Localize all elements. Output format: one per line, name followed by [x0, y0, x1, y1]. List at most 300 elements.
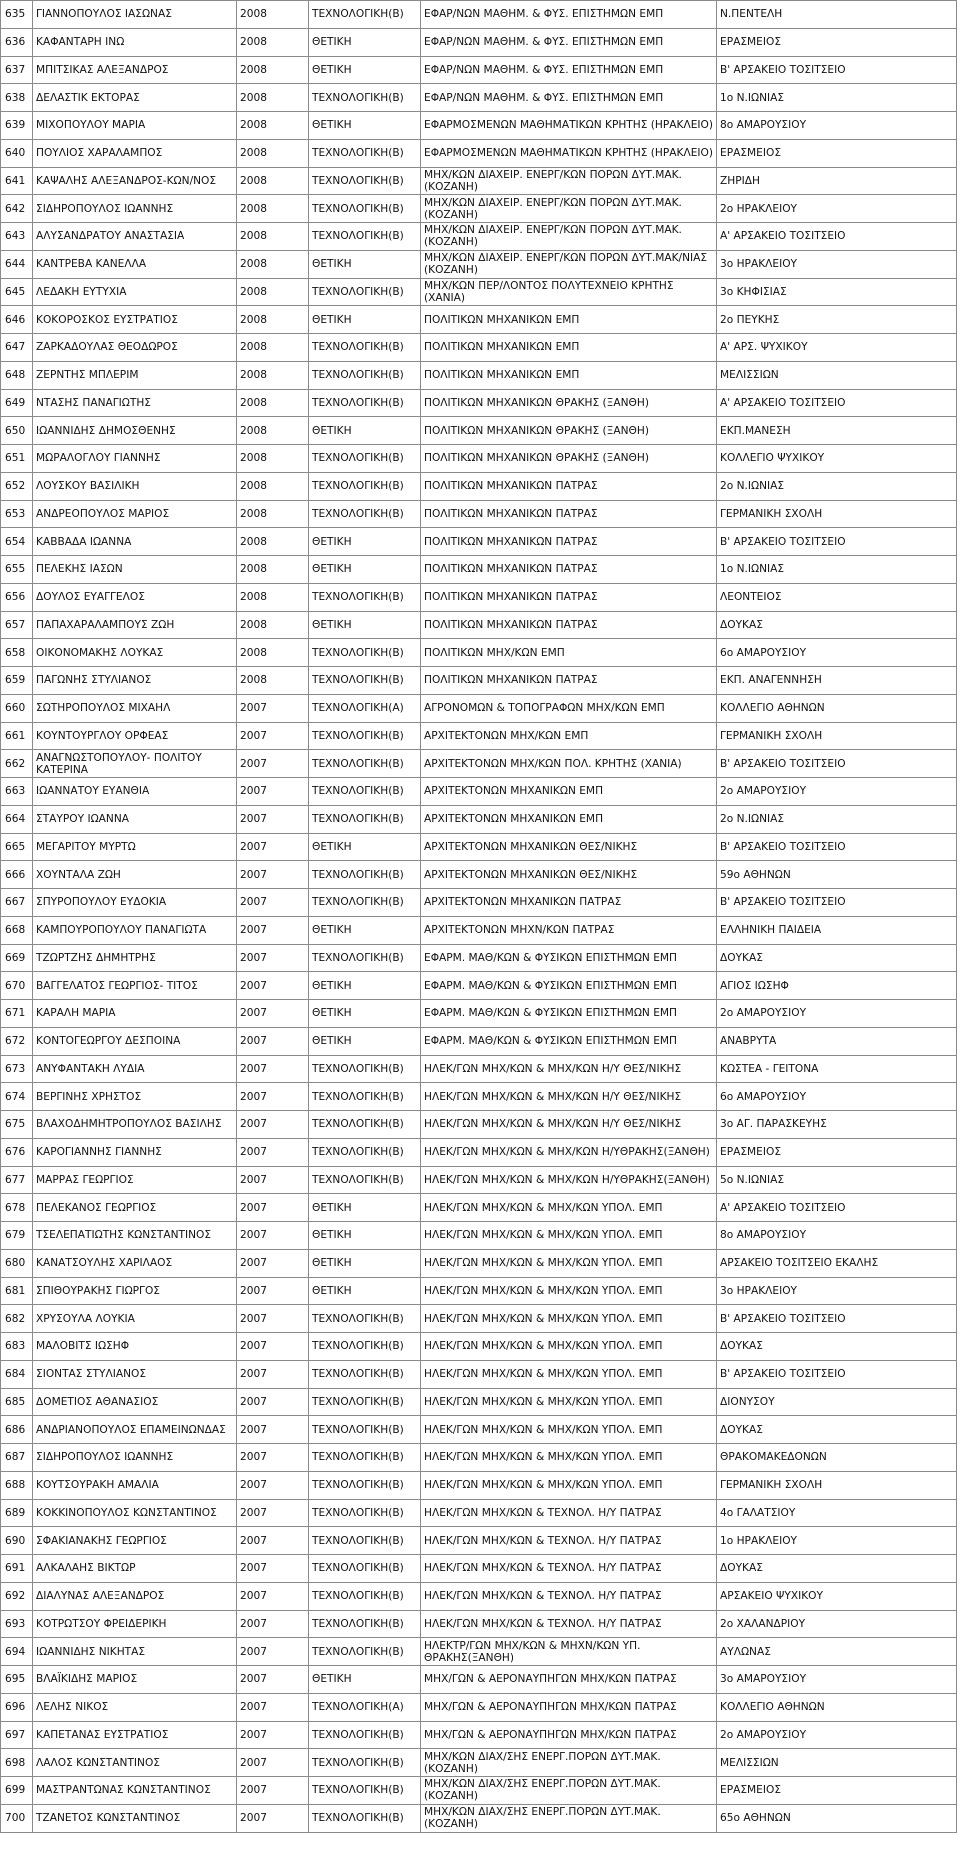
table-row — [1, 722, 957, 750]
table-row — [1, 195, 957, 223]
row-number-cell: 645 — [1, 278, 33, 306]
school-cell: 3ο ΗΡΑΚΛΕΙΟΥ — [717, 250, 957, 278]
year-cell: 2007 — [237, 1471, 309, 1499]
row-number-cell: 638 — [1, 84, 33, 112]
student-name-cell: ΒΕΡΓΙΝΗΣ ΧΡΗΣΤΟΣ — [33, 1083, 237, 1111]
department-cell: ΗΛΕΚ/ΓΩΝ ΜΗΧ/ΚΩΝ & ΜΗΧ/ΚΩΝ ΥΠΟΛ. ΕΜΠ — [421, 1333, 717, 1361]
year-cell: 2008 — [237, 611, 309, 639]
student-name-cell: ΛΕΔΑΚΗ ΕΥΤΥΧΙΑ — [33, 278, 237, 306]
department-cell: ΗΛΕΚ/ΓΩΝ ΜΗΧ/ΚΩΝ & ΤΕΧΝΟΛ. Η/Υ ΠΑΤΡΑΣ — [421, 1499, 717, 1527]
row-number-cell: 655 — [1, 556, 33, 584]
school-cell: ΑΝΑΒΡΥΤΑ — [717, 1027, 957, 1055]
year-cell: 2007 — [237, 1527, 309, 1555]
student-name-cell: ΚΟΝΤΟΓΕΩΡΓΟΥ ΔΕΣΠΟΙΝΑ — [33, 1027, 237, 1055]
student-name-cell: ΣΙΟΝΤΑΣ ΣΤΥΛΙΑΝΟΣ — [33, 1360, 237, 1388]
student-name-cell: ΚΑΨΑΛΗΣ ΑΛΕΞΑΝΔΡΟΣ-ΚΩΝ/ΝΟΣ — [33, 167, 237, 195]
year-cell: 2007 — [237, 1388, 309, 1416]
school-cell: Β' ΑΡΣΑΚΕΙΟ ΤΟΣΙΤΣΕΙΟ — [717, 889, 957, 917]
direction-cell: ΤΕΧΝΟΛΟΓΙΚΗ(Β) — [309, 1, 421, 29]
row-number-cell: 664 — [1, 805, 33, 833]
student-name-cell: ΔΟΥΛΟΣ ΕΥΑΓΓΕΛΟΣ — [33, 583, 237, 611]
table-row — [1, 472, 957, 500]
year-cell: 2007 — [237, 1555, 309, 1583]
direction-cell: ΤΕΧΝΟΛΟΓΙΚΗ(Β) — [309, 722, 421, 750]
school-cell: Α' ΑΡΣΑΚΕΙΟ ΤΟΣΙΤΣΕΙΟ — [717, 223, 957, 251]
direction-cell: ΘΕΤΙΚΗ — [309, 1666, 421, 1694]
school-cell: 1ο ΗΡΑΚΛΕΙΟΥ — [717, 1527, 957, 1555]
row-number-cell: 674 — [1, 1083, 33, 1111]
student-name-cell: ΜΕΓΑΡΙΤΟΥ ΜΥΡΤΩ — [33, 833, 237, 861]
year-cell: 2007 — [237, 1777, 309, 1805]
student-name-cell: ΝΤΑΣΗΣ ΠΑΝΑΓΙΩΤΗΣ — [33, 389, 237, 417]
year-cell: 2007 — [237, 944, 309, 972]
year-cell: 2008 — [237, 361, 309, 389]
school-cell: 2ο Ν.ΙΩΝΙΑΣ — [717, 472, 957, 500]
year-cell: 2007 — [237, 1721, 309, 1749]
table-row — [1, 445, 957, 473]
year-cell: 2007 — [237, 1499, 309, 1527]
school-cell: ΕΡΑΣΜΕΙΟΣ — [717, 28, 957, 56]
school-cell: ΑΡΣΑΚΕΙΟ ΨΥΧΙΚΟΥ — [717, 1582, 957, 1610]
department-cell: ΑΡΧΙΤΕΚΤΟΝΩΝ ΜΗΧΑΝΙΚΩΝ ΕΜΠ — [421, 778, 717, 806]
row-number-cell: 685 — [1, 1388, 33, 1416]
year-cell: 2007 — [237, 1194, 309, 1222]
table-row — [1, 1749, 957, 1777]
year-cell: 2007 — [237, 1111, 309, 1139]
row-number-cell: 654 — [1, 528, 33, 556]
year-cell: 2008 — [237, 667, 309, 695]
student-name-cell: ΜΑΛΟΒΙΤΣ ΙΩΣΗΦ — [33, 1333, 237, 1361]
year-cell: 2007 — [237, 1222, 309, 1250]
year-cell: 2007 — [237, 805, 309, 833]
row-number-cell: 668 — [1, 916, 33, 944]
student-name-cell: ΜΠΙΤΣΙΚΑΣ ΑΛΕΞΑΝΔΡΟΣ — [33, 56, 237, 84]
department-cell: ΑΡΧΙΤΕΚΤΟΝΩΝ ΜΗΧΝ/ΚΩΝ ΠΑΤΡΑΣ — [421, 916, 717, 944]
year-cell: 2007 — [237, 1166, 309, 1194]
table-row — [1, 972, 957, 1000]
table-row — [1, 84, 957, 112]
direction-cell: ΤΕΧΝΟΛΟΓΙΚΗ(Β) — [309, 861, 421, 889]
department-cell: ΕΦΑΡ/ΝΩΝ ΜΑΘΗΜ. & ΦΥΣ. ΕΠΙΣΤΗΜΩΝ ΕΜΠ — [421, 1, 717, 29]
department-cell: ΜΗΧ/ΓΩΝ & ΑΕΡΟΝΑΥΠΗΓΩΝ ΜΗΧ/ΚΩΝ ΠΑΤΡΑΣ — [421, 1693, 717, 1721]
student-name-cell: ΣΩΤΗΡΟΠΟΥΛΟΣ ΜΙΧΑΗΛ — [33, 694, 237, 722]
year-cell: 2008 — [237, 250, 309, 278]
direction-cell: ΤΕΧΝΟΛΟΓΙΚΗ(Β) — [309, 84, 421, 112]
row-number-cell: 637 — [1, 56, 33, 84]
table-row — [1, 278, 957, 306]
direction-cell: ΤΕΧΝΟΛΟΓΙΚΗ(Β) — [309, 167, 421, 195]
department-cell: ΜΗΧ/ΚΩΝ ΔΙΑΧ/ΣΗΣ ΕΝΕΡΓ.ΠΟΡΩΝ ΔΥΤ.ΜΑΚ.(ΚΟΖΑΝΗ) — [421, 1804, 717, 1832]
direction-cell: ΤΕΧΝΟΛΟΓΙΚΗ(Β) — [309, 1111, 421, 1139]
school-cell: ΚΟΛΛΕΓΙΟ ΑΘΗΝΩΝ — [717, 1693, 957, 1721]
direction-cell: ΘΕΤΙΚΗ — [309, 556, 421, 584]
year-cell: 2007 — [237, 1055, 309, 1083]
school-cell: Β' ΑΡΣΑΚΕΙΟ ΤΟΣΙΤΣΕΙΟ — [717, 833, 957, 861]
department-cell: ΠΟΛΙΤΙΚΩΝ ΜΗΧΑΝΙΚΩΝ ΠΑΤΡΑΣ — [421, 500, 717, 528]
student-name-cell: ΒΛΑΧΟΔΗΜΗΤΡΟΠΟΥΛΟΣ ΒΑΣΙΛΗΣ — [33, 1111, 237, 1139]
direction-cell: ΘΕΤΙΚΗ — [309, 1194, 421, 1222]
department-cell: ΠΟΛΙΤΙΚΩΝ ΜΗΧ/ΚΩΝ ΕΜΠ — [421, 639, 717, 667]
direction-cell: ΤΕΧΝΟΛΟΓΙΚΗ(Β) — [309, 1305, 421, 1333]
direction-cell: ΤΕΧΝΟΛΟΓΙΚΗ(Β) — [309, 1804, 421, 1832]
student-name-cell: ΤΖΩΡΤΖΗΣ ΔΗΜΗΤΡΗΣ — [33, 944, 237, 972]
student-name-cell: ΚΟΤΡΩΤΣΟΥ ΦΡΕΙΔΕΡΙΚΗ — [33, 1610, 237, 1638]
department-cell: ΕΦΑΡ/ΝΩΝ ΜΑΘΗΜ. & ΦΥΣ. ΕΠΙΣΤΗΜΩΝ ΕΜΠ — [421, 28, 717, 56]
year-cell: 2008 — [237, 639, 309, 667]
student-name-cell: ΠΑΠΑΧΑΡΑΛΑΜΠΟΥΣ ΖΩΗ — [33, 611, 237, 639]
school-cell: Α' ΑΡΣ. ΨΥΧΙΚΟΥ — [717, 334, 957, 362]
student-name-cell: ΜΑΡΡΑΣ ΓΕΩΡΓΙΟΣ — [33, 1166, 237, 1194]
table-row — [1, 805, 957, 833]
school-cell: Β' ΑΡΣΑΚΕΙΟ ΤΟΣΙΤΣΕΙΟ — [717, 528, 957, 556]
table-row — [1, 1333, 957, 1361]
year-cell: 2007 — [237, 1749, 309, 1777]
direction-cell: ΤΕΧΝΟΛΟΓΙΚΗ(Α) — [309, 1693, 421, 1721]
year-cell: 2008 — [237, 167, 309, 195]
row-number-cell: 662 — [1, 750, 33, 778]
row-number-cell: 669 — [1, 944, 33, 972]
school-cell: 2ο ΑΜΑΡΟΥΣΙΟΥ — [717, 1721, 957, 1749]
student-name-cell: ΑΝΥΦΑΝΤΑΚΗ ΛΥΔΙΑ — [33, 1055, 237, 1083]
row-number-cell: 639 — [1, 112, 33, 140]
direction-cell: ΘΕΤΙΚΗ — [309, 1277, 421, 1305]
year-cell: 2007 — [237, 1305, 309, 1333]
table-row — [1, 167, 957, 195]
table-row — [1, 1416, 957, 1444]
student-name-cell: ΧΟΥΝΤΑΛΑ ΖΩΗ — [33, 861, 237, 889]
year-cell: 2008 — [237, 389, 309, 417]
school-cell: ΓΕΡΜΑΝΙΚΗ ΣΧΟΛΗ — [717, 722, 957, 750]
student-name-cell: ΜΙΧΟΠΟΥΛΟΥ ΜΑΡΙΑ — [33, 112, 237, 140]
table-body — [1, 1, 957, 1833]
student-name-cell: ΚΟΥΝΤΟΥΡΓΛΟΥ ΟΡΦΕΑΣ — [33, 722, 237, 750]
direction-cell: ΤΕΧΝΟΛΟΓΙΚΗ(Β) — [309, 1555, 421, 1583]
school-cell: 3ο ΑΜΑΡΟΥΣΙΟΥ — [717, 1666, 957, 1694]
student-name-cell: ΧΡΥΣΟΥΛΑ ΛΟΥΚΙΑ — [33, 1305, 237, 1333]
direction-cell: ΤΕΧΝΟΛΟΓΙΚΗ(Β) — [309, 278, 421, 306]
direction-cell: ΤΕΧΝΟΛΟΓΙΚΗ(Β) — [309, 1138, 421, 1166]
student-name-cell: ΛΕΛΗΣ ΝΙΚΟΣ — [33, 1693, 237, 1721]
year-cell: 2008 — [237, 28, 309, 56]
school-cell: ΔΟΥΚΑΣ — [717, 1416, 957, 1444]
school-cell: 3ο ΗΡΑΚΛΕΙΟΥ — [717, 1277, 957, 1305]
student-name-cell: ΣΠΥΡΟΠΟΥΛΟΥ ΕΥΔΟΚΙΑ — [33, 889, 237, 917]
row-number-cell: 687 — [1, 1444, 33, 1472]
student-name-cell: ΛΑΛΟΣ ΚΩΝΣΤΑΝΤΙΝΟΣ — [33, 1749, 237, 1777]
table-row — [1, 250, 957, 278]
year-cell: 2007 — [237, 972, 309, 1000]
student-name-cell: ΣΦΑΚΙΑΝΑΚΗΣ ΓΕΩΡΓΙΟΣ — [33, 1527, 237, 1555]
student-name-cell: ΚΑΝΤΡΕΒΑ ΚΑΝΕΛΛΑ — [33, 250, 237, 278]
school-cell: 2ο ΠΕΥΚΗΣ — [717, 306, 957, 334]
direction-cell: ΘΕΤΙΚΗ — [309, 56, 421, 84]
school-cell: ΚΩΣΤΕΑ - ΓΕΙΤΟΝΑ — [717, 1055, 957, 1083]
direction-cell: ΤΕΧΝΟΛΟΓΙΚΗ(Α) — [309, 694, 421, 722]
direction-cell: ΤΕΧΝΟΛΟΓΙΚΗ(Β) — [309, 139, 421, 167]
table-row — [1, 528, 957, 556]
year-cell: 2008 — [237, 84, 309, 112]
school-cell: Β' ΑΡΣΑΚΕΙΟ ΤΟΣΙΤΣΕΙΟ — [717, 1305, 957, 1333]
department-cell: ΠΟΛΙΤΙΚΩΝ ΜΗΧΑΝΙΚΩΝ ΠΑΤΡΑΣ — [421, 528, 717, 556]
direction-cell: ΤΕΧΝΟΛΟΓΙΚΗ(Β) — [309, 750, 421, 778]
row-number-cell: 694 — [1, 1638, 33, 1666]
school-cell: ΕΡΑΣΜΕΙΟΣ — [717, 139, 957, 167]
department-cell: ΑΡΧΙΤΕΚΤΟΝΩΝ ΜΗΧΑΝΙΚΩΝ ΕΜΠ — [421, 805, 717, 833]
school-cell: ΓΕΡΜΑΝΙΚΗ ΣΧΟΛΗ — [717, 500, 957, 528]
department-cell: ΕΦΑΡΜ. ΜΑΘ/ΚΩΝ & ΦΥΣΙΚΩΝ ΕΠΙΣΤΗΜΩΝ ΕΜΠ — [421, 1000, 717, 1028]
table-row — [1, 556, 957, 584]
department-cell: ΠΟΛΙΤΙΚΩΝ ΜΗΧΑΝΙΚΩΝ ΠΑΤΡΑΣ — [421, 583, 717, 611]
school-cell: ΕΚΠ. ΑΝΑΓΕΝΝΗΣΗ — [717, 667, 957, 695]
year-cell: 2008 — [237, 306, 309, 334]
department-cell: ΕΦΑΡΜΟΣΜΕΝΩΝ ΜΑΘΗΜΑΤΙΚΩΝ ΚΡΗΤΗΣ (ΗΡΑΚΛΕΙΟ) — [421, 139, 717, 167]
row-number-cell: 665 — [1, 833, 33, 861]
table-row — [1, 334, 957, 362]
school-cell: ΛΕΟΝΤΕΙΟΣ — [717, 583, 957, 611]
student-name-cell: ΚΟΚΟΡΟΣΚΟΣ ΕΥΣΤΡΑΤΙΟΣ — [33, 306, 237, 334]
student-name-cell: ΚΑΝΑΤΣΟΥΛΗΣ ΧΑΡΙΛΑΟΣ — [33, 1249, 237, 1277]
student-name-cell: ΤΖΑΝΕΤΟΣ ΚΩΝΣΤΑΝΤΙΝΟΣ — [33, 1804, 237, 1832]
table-row — [1, 500, 957, 528]
student-name-cell: ΚΑΡΟΓΙΑΝΝΗΣ ΓΙΑΝΝΗΣ — [33, 1138, 237, 1166]
direction-cell: ΤΕΧΝΟΛΟΓΙΚΗ(Β) — [309, 1721, 421, 1749]
department-cell: ΕΦΑΡ/ΝΩΝ ΜΑΘΗΜ. & ΦΥΣ. ΕΠΙΣΤΗΜΩΝ ΕΜΠ — [421, 56, 717, 84]
department-cell: ΗΛΕΚ/ΓΩΝ ΜΗΧ/ΚΩΝ & ΜΗΧ/ΚΩΝ ΥΠΟΛ. ΕΜΠ — [421, 1360, 717, 1388]
row-number-cell: 653 — [1, 500, 33, 528]
student-name-cell: ΚΑΠΕΤΑΝΑΣ ΕΥΣΤΡΑΤΙΟΣ — [33, 1721, 237, 1749]
year-cell: 2007 — [237, 1416, 309, 1444]
department-cell: ΕΦΑΡΜ. ΜΑΘ/ΚΩΝ & ΦΥΣΙΚΩΝ ΕΠΙΣΤΗΜΩΝ ΕΜΠ — [421, 972, 717, 1000]
department-cell: ΗΛΕΚ/ΓΩΝ ΜΗΧ/ΚΩΝ & ΜΗΧ/ΚΩΝ ΥΠΟΛ. ΕΜΠ — [421, 1194, 717, 1222]
year-cell: 2007 — [237, 778, 309, 806]
year-cell: 2008 — [237, 417, 309, 445]
year-cell: 2008 — [237, 556, 309, 584]
direction-cell: ΘΕΤΙΚΗ — [309, 528, 421, 556]
table-row — [1, 1, 957, 29]
direction-cell: ΘΕΤΙΚΗ — [309, 1027, 421, 1055]
year-cell: 2008 — [237, 500, 309, 528]
direction-cell: ΘΕΤΙΚΗ — [309, 1249, 421, 1277]
year-cell: 2008 — [237, 1, 309, 29]
row-number-cell: 658 — [1, 639, 33, 667]
year-cell: 2007 — [237, 722, 309, 750]
direction-cell: ΘΕΤΙΚΗ — [309, 833, 421, 861]
school-cell: ΑΡΣΑΚΕΙΟ ΤΟΣΙΤΣΕΙΟ ΕΚΑΛΗΣ — [717, 1249, 957, 1277]
row-number-cell: 648 — [1, 361, 33, 389]
year-cell: 2007 — [237, 1333, 309, 1361]
department-cell: ΕΦΑΡΜ. ΜΑΘ/ΚΩΝ & ΦΥΣΙΚΩΝ ΕΠΙΣΤΗΜΩΝ ΕΜΠ — [421, 944, 717, 972]
school-cell: ΕΡΑΣΜΕΙΟΣ — [717, 1138, 957, 1166]
student-name-cell: ΚΑΡΑΛΗ ΜΑΡΙΑ — [33, 1000, 237, 1028]
year-cell: 2008 — [237, 472, 309, 500]
row-number-cell: 642 — [1, 195, 33, 223]
year-cell: 2008 — [237, 112, 309, 140]
student-name-cell: ΣΙΔΗΡΟΠΟΥΛΟΣ ΙΩΑΝΝΗΣ — [33, 1444, 237, 1472]
school-cell: ΔΟΥΚΑΣ — [717, 1555, 957, 1583]
student-name-cell: ΙΩΑΝΝΙΔΗΣ ΝΙΚΗΤΑΣ — [33, 1638, 237, 1666]
table-row — [1, 361, 957, 389]
school-cell: ΕΡΑΣΜΕΙΟΣ — [717, 1777, 957, 1805]
student-name-cell: ΜΑΣΤΡΑΝΤΩΝΑΣ ΚΩΝΣΤΑΝΤΙΝΟΣ — [33, 1777, 237, 1805]
table-row — [1, 750, 957, 778]
student-name-cell: ΚΑΦΑΝΤΑΡΗ ΙΝΩ — [33, 28, 237, 56]
school-cell: ΜΕΛΙΣΣΙΩΝ — [717, 361, 957, 389]
department-cell: ΠΟΛΙΤΙΚΩΝ ΜΗΧΑΝΙΚΩΝ ΠΑΤΡΑΣ — [421, 667, 717, 695]
table-row — [1, 611, 957, 639]
school-cell: 2ο ΧΑΛΑΝΔΡΙΟΥ — [717, 1610, 957, 1638]
table-row — [1, 1194, 957, 1222]
direction-cell: ΤΕΧΝΟΛΟΓΙΚΗ(Β) — [309, 778, 421, 806]
student-name-cell: ΟΙΚΟΝΟΜΑΚΗΣ ΛΟΥΚΑΣ — [33, 639, 237, 667]
year-cell: 2007 — [237, 1804, 309, 1832]
row-number-cell: 650 — [1, 417, 33, 445]
row-number-cell: 692 — [1, 1582, 33, 1610]
school-cell: Β' ΑΡΣΑΚΕΙΟ ΤΟΣΙΤΣΕΙΟ — [717, 56, 957, 84]
department-cell: ΑΡΧΙΤΕΚΤΟΝΩΝ ΜΗΧ/ΚΩΝ ΠΟΛ. ΚΡΗΤΗΣ (ΧΑΝΙΑ) — [421, 750, 717, 778]
year-cell: 2007 — [237, 1083, 309, 1111]
department-cell: ΗΛΕΚ/ΓΩΝ ΜΗΧ/ΚΩΝ & ΜΗΧ/ΚΩΝ ΥΠΟΛ. ΕΜΠ — [421, 1471, 717, 1499]
row-number-cell: 675 — [1, 1111, 33, 1139]
school-cell: Α' ΑΡΣΑΚΕΙΟ ΤΟΣΙΤΣΕΙΟ — [717, 1194, 957, 1222]
direction-cell: ΤΕΧΝΟΛΟΓΙΚΗ(Β) — [309, 500, 421, 528]
row-number-cell: 681 — [1, 1277, 33, 1305]
department-cell: ΜΗΧ/ΚΩΝ ΔΙΑΧ/ΣΗΣ ΕΝΕΡΓ.ΠΟΡΩΝ ΔΥΤ.ΜΑΚ.(ΚΟΖΑΝΗ) — [421, 1777, 717, 1805]
year-cell: 2008 — [237, 445, 309, 473]
direction-cell: ΘΕΤΙΚΗ — [309, 1222, 421, 1250]
department-cell: ΜΗΧ/ΚΩΝ ΠΕΡ/ΛΟΝΤΟΣ ΠΟΛΥΤΕΧΝΕΙΟ ΚΡΗΤΗΣ (ΧΑΝΙΑ) — [421, 278, 717, 306]
table-row — [1, 1055, 957, 1083]
direction-cell: ΘΕΤΙΚΗ — [309, 1000, 421, 1028]
school-cell: Α' ΑΡΣΑΚΕΙΟ ΤΟΣΙΤΣΕΙΟ — [717, 389, 957, 417]
table-row — [1, 1000, 957, 1028]
table-row — [1, 1444, 957, 1472]
student-name-cell: ΔΟΜΕΤΙΟΣ ΑΘΑΝΑΣΙΟΣ — [33, 1388, 237, 1416]
table-row — [1, 1555, 957, 1583]
student-name-cell: ΙΩΑΝΝΙΔΗΣ ΔΗΜΟΣΘΕΝΗΣ — [33, 417, 237, 445]
school-cell: ΜΕΛΙΣΣΙΩΝ — [717, 1749, 957, 1777]
direction-cell: ΤΕΧΝΟΛΟΓΙΚΗ(Β) — [309, 1777, 421, 1805]
year-cell: 2008 — [237, 334, 309, 362]
row-number-cell: 666 — [1, 861, 33, 889]
direction-cell: ΤΕΧΝΟΛΟΓΙΚΗ(Β) — [309, 1582, 421, 1610]
school-cell: 3ο ΚΗΦΙΣΙΑΣ — [717, 278, 957, 306]
department-cell: ΠΟΛΙΤΙΚΩΝ ΜΗΧΑΝΙΚΩΝ ΘΡΑΚΗΣ (ΞΑΝΘΗ) — [421, 417, 717, 445]
school-cell: ΚΟΛΛΕΓΙΟ ΨΥΧΙΚΟΥ — [717, 445, 957, 473]
row-number-cell: 663 — [1, 778, 33, 806]
table-row — [1, 667, 957, 695]
direction-cell: ΤΕΧΝΟΛΟΓΙΚΗ(Β) — [309, 1471, 421, 1499]
school-cell: 4ο ΓΑΛΑΤΣΙΟΥ — [717, 1499, 957, 1527]
row-number-cell: 698 — [1, 1749, 33, 1777]
student-name-cell: ΠΟΥΛΙΟΣ ΧΑΡΑΛΑΜΠΟΣ — [33, 139, 237, 167]
table-row — [1, 1222, 957, 1250]
year-cell: 2007 — [237, 833, 309, 861]
department-cell: ΜΗΧ/ΚΩΝ ΔΙΑΧΕΙΡ. ΕΝΕΡΓ/ΚΩΝ ΠΟΡΩΝ ΔΥΤ.ΜΑΚ. (ΚΟΖΑΝΗ) — [421, 167, 717, 195]
department-cell: ΗΛΕΚ/ΓΩΝ ΜΗΧ/ΚΩΝ & ΜΗΧ/ΚΩΝ ΥΠΟΛ. ΕΜΠ — [421, 1416, 717, 1444]
row-number-cell: 644 — [1, 250, 33, 278]
school-cell: Ν.ΠΕΝΤΕΛΗ — [717, 1, 957, 29]
row-number-cell: 677 — [1, 1166, 33, 1194]
year-cell: 2007 — [237, 694, 309, 722]
direction-cell: ΤΕΧΝΟΛΟΓΙΚΗ(Β) — [309, 1055, 421, 1083]
department-cell: ΠΟΛΙΤΙΚΩΝ ΜΗΧΑΝΙΚΩΝ ΕΜΠ — [421, 361, 717, 389]
student-name-cell: ΓΙΑΝΝΟΠΟΥΛΟΣ ΙΑΣΩΝΑΣ — [33, 1, 237, 29]
year-cell: 2007 — [237, 916, 309, 944]
table-row — [1, 694, 957, 722]
student-name-cell: ΠΕΛΕΚΑΝΟΣ ΓΕΩΡΓΙΟΣ — [33, 1194, 237, 1222]
row-number-cell: 635 — [1, 1, 33, 29]
student-name-cell: ΚΑΜΠΟΥΡΟΠΟΥΛΟΥ ΠΑΝΑΓΙΩΤΑ — [33, 916, 237, 944]
direction-cell: ΤΕΧΝΟΛΟΓΙΚΗ(Β) — [309, 639, 421, 667]
student-name-cell: ΠΕΛΕΚΗΣ ΙΑΣΩΝ — [33, 556, 237, 584]
department-cell: ΠΟΛΙΤΙΚΩΝ ΜΗΧΑΝΙΚΩΝ ΘΡΑΚΗΣ (ΞΑΝΘΗ) — [421, 445, 717, 473]
table-row — [1, 1777, 957, 1805]
row-number-cell: 640 — [1, 139, 33, 167]
student-name-cell: ΖΕΡΝΤΗΣ ΜΠΛΕΡΙΜ — [33, 361, 237, 389]
department-cell: ΜΗΧ/ΓΩΝ & ΑΕΡΟΝΑΥΠΗΓΩΝ ΜΗΧ/ΚΩΝ ΠΑΤΡΑΣ — [421, 1721, 717, 1749]
direction-cell: ΘΕΤΙΚΗ — [309, 611, 421, 639]
direction-cell: ΘΕΤΙΚΗ — [309, 306, 421, 334]
row-number-cell: 657 — [1, 611, 33, 639]
department-cell: ΑΡΧΙΤΕΚΤΟΝΩΝ ΜΗΧ/ΚΩΝ ΕΜΠ — [421, 722, 717, 750]
department-cell: ΗΛΕΚ/ΓΩΝ ΜΗΧ/ΚΩΝ & ΜΗΧ/ΚΩΝ ΥΠΟΛ. ΕΜΠ — [421, 1277, 717, 1305]
direction-cell: ΘΕΤΙΚΗ — [309, 916, 421, 944]
table-row — [1, 28, 957, 56]
department-cell: ΜΗΧ/ΚΩΝ ΔΙΑΧΕΙΡ. ΕΝΕΡΓ/ΚΩΝ ΠΟΡΩΝ ΔΥΤ.ΜΑΚ. (ΚΟΖΑΝΗ) — [421, 223, 717, 251]
school-cell: ΔΟΥΚΑΣ — [717, 944, 957, 972]
student-name-cell: ΜΩΡΑΛΟΓΛΟΥ ΓΙΑΝΝΗΣ — [33, 445, 237, 473]
year-cell: 2007 — [237, 1000, 309, 1028]
direction-cell: ΤΕΧΝΟΛΟΓΙΚΗ(Β) — [309, 1083, 421, 1111]
department-cell: ΑΡΧΙΤΕΚΤΟΝΩΝ ΜΗΧΑΝΙΚΩΝ ΘΕΣ/ΝΙΚΗΣ — [421, 833, 717, 861]
school-cell: ΕΛΛΗΝΙΚΗ ΠΑΙΔΕΙΑ — [717, 916, 957, 944]
department-cell: ΠΟΛΙΤΙΚΩΝ ΜΗΧΑΝΙΚΩΝ ΠΑΤΡΑΣ — [421, 556, 717, 584]
student-name-cell: ΒΑΓΓΕΛΑΤΟΣ ΓΕΩΡΓΙΟΣ- ΤΙΤΟΣ — [33, 972, 237, 1000]
year-cell: 2007 — [237, 1138, 309, 1166]
direction-cell: ΘΕΤΙΚΗ — [309, 972, 421, 1000]
department-cell: ΗΛΕΚ/ΓΩΝ ΜΗΧ/ΚΩΝ & ΤΕΧΝΟΛ. Η/Υ ΠΑΤΡΑΣ — [421, 1610, 717, 1638]
department-cell: ΜΗΧ/ΚΩΝ ΔΙΑΧΕΙΡ. ΕΝΕΡΓ/ΚΩΝ ΠΟΡΩΝ ΔΥΤ.ΜΑΚ/ΝΙΑΣ (ΚΟΖΑΝΗ) — [421, 250, 717, 278]
row-number-cell: 661 — [1, 722, 33, 750]
school-cell: 2ο Ν.ΙΩΝΙΑΣ — [717, 805, 957, 833]
table-row — [1, 1638, 957, 1666]
student-name-cell: ΚΟΚΚΙΝΟΠΟΥΛΟΣ ΚΩΝΣΤΑΝΤΙΝΟΣ — [33, 1499, 237, 1527]
student-name-cell: ΒΛΑΪΚΙΔΗΣ ΜΑΡΙΟΣ — [33, 1666, 237, 1694]
table-row — [1, 861, 957, 889]
department-cell: ΑΡΧΙΤΕΚΤΟΝΩΝ ΜΗΧΑΝΙΚΩΝ ΘΕΣ/ΝΙΚΗΣ — [421, 861, 717, 889]
row-number-cell: 686 — [1, 1416, 33, 1444]
table-row — [1, 639, 957, 667]
direction-cell: ΤΕΧΝΟΛΟΓΙΚΗ(Β) — [309, 1416, 421, 1444]
year-cell: 2008 — [237, 528, 309, 556]
direction-cell: ΘΕΤΙΚΗ — [309, 112, 421, 140]
department-cell: ΗΛΕΚ/ΓΩΝ ΜΗΧ/ΚΩΝ & ΜΗΧ/ΚΩΝ ΥΠΟΛ. ΕΜΠ — [421, 1388, 717, 1416]
school-cell: 8ο ΑΜΑΡΟΥΣΙΟΥ — [717, 112, 957, 140]
student-name-cell: ΑΝΔΡΙΑΝΟΠΟΥΛΟΣ ΕΠΑΜΕΙΝΩΝΔΑΣ — [33, 1416, 237, 1444]
table-row — [1, 1693, 957, 1721]
table-row — [1, 112, 957, 140]
school-cell: 1ο Ν.ΙΩΝΙΑΣ — [717, 84, 957, 112]
year-cell: 2008 — [237, 56, 309, 84]
department-cell: ΑΓΡΟΝΟΜΩΝ & ΤΟΠΟΓΡΑΦΩΝ ΜΗΧ/ΚΩΝ ΕΜΠ — [421, 694, 717, 722]
direction-cell: ΘΕΤΙΚΗ — [309, 250, 421, 278]
table-row — [1, 889, 957, 917]
school-cell: ΔΙΟΝΥΣΟΥ — [717, 1388, 957, 1416]
row-number-cell: 676 — [1, 1138, 33, 1166]
department-cell: ΗΛΕΚ/ΓΩΝ ΜΗΧ/ΚΩΝ & ΜΗΧ/ΚΩΝ Η/Υ ΘΕΣ/ΝΙΚΗΣ — [421, 1111, 717, 1139]
direction-cell: ΤΕΧΝΟΛΟΓΙΚΗ(Β) — [309, 223, 421, 251]
school-cell: 2ο ΑΜΑΡΟΥΣΙΟΥ — [717, 778, 957, 806]
